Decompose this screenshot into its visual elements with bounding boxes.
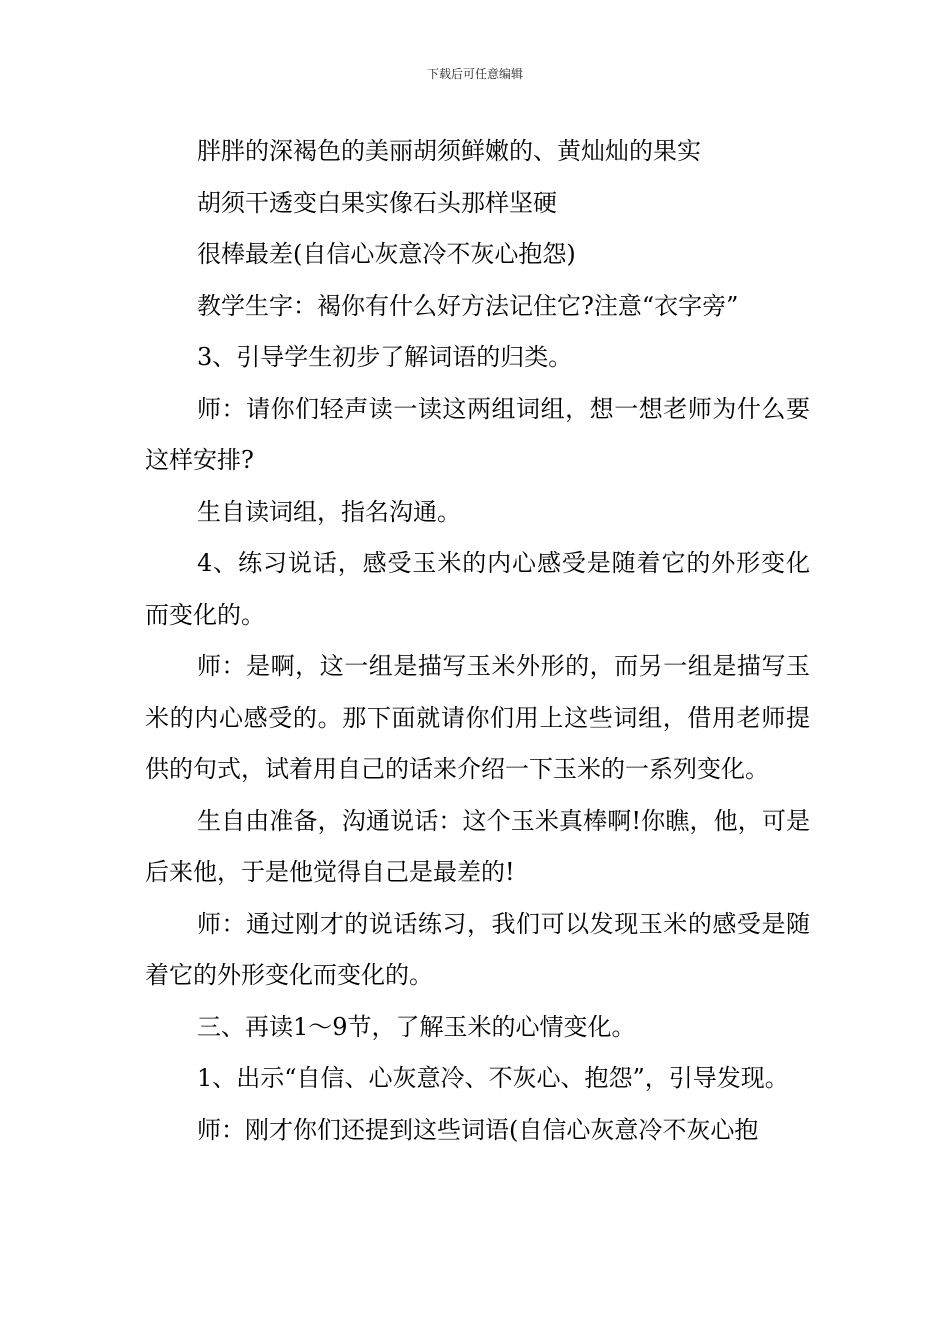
paragraph: 教学生字：褐你有什么好方法记住它?注意“衣字旁” [197,291,739,320]
paragraph: 师：刚才你们还提到这些词语(自信心灰意冷不灰心抱 [197,1115,759,1144]
paragraph: 1、出示“自信、心灰意冷、不灰心、抱怨”，引导发现。 [197,1064,789,1092]
paragraph: 胡须干透变白果实像石头那样坚硬 [197,188,557,217]
paragraph: 4、练习说话，感受玉米的内心感受是随着它的外形变化而变化的。 [145,549,810,629]
page-header: 下载后可任意编辑 [426,67,523,81]
paragraph: 生自读词组，指名沟通。 [197,497,461,526]
paragraph: 胖胖的深褐色的美丽胡须鲜嫩的、黄灿灿的果实 [197,137,701,165]
paragraph: 三、再读1～9节，了解玉米的心情变化。 [197,1012,636,1041]
paragraph: 师：请你们轻声读一读这两组词组，想一想老师为什么要这样安排? [145,394,810,474]
paragraph: 师：是啊，这一组是描写玉米外形的，而另一组是描写玉米的内心感受的。那下面就请你们用上这些词组，借用老师提供的句式，试着用自己的话来介绍一下玉米的一系列变化。 [145,652,810,783]
paragraph: 很棒最差(自信心灰意冷不灰心抱怨) [197,240,576,268]
paragraph: 3、引导学生初步了解词语的归类。 [197,343,573,371]
paragraph: 生自由准备，沟通说话：这个玉米真棒啊!你瞧，他，可是后来他，于是他觉得自己是最差的! [145,806,810,886]
document-body [145,126,810,1156]
paragraph: 师：通过刚才的说话练习，我们可以发现玉米的感受是随着它的外形变化而变化的。 [145,909,810,989]
